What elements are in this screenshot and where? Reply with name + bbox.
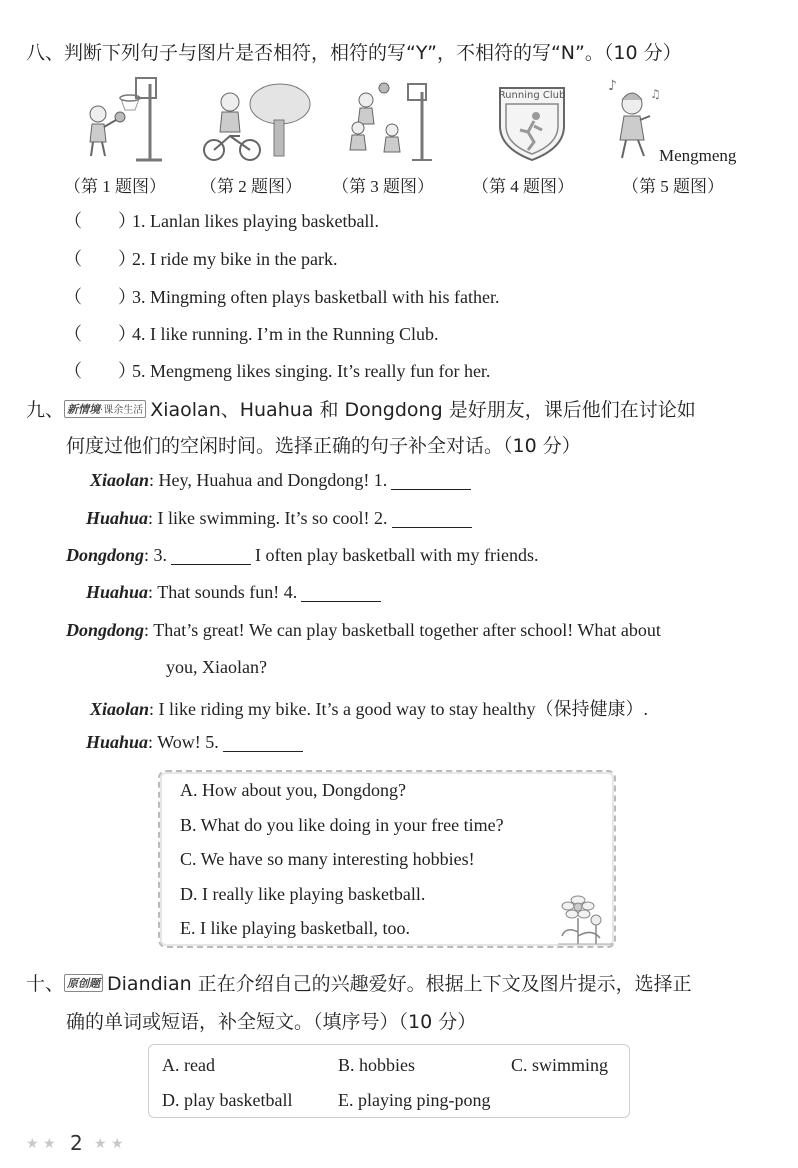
caption-picture-4: （第 4 题图） [472, 177, 574, 196]
section-8-heading: 八、判断下列句子与图片是否相符，相符的写“Y”，不相符的写“N”。（10 分） [26, 42, 682, 64]
original-question-tag: 原创题 [64, 974, 103, 992]
judgment-item-2 [64, 245, 337, 271]
caption-picture-1: （第 1 题图） [64, 177, 166, 196]
judgment-item-3 [64, 283, 499, 309]
item-text: 4. I like running. I’m in the Running Club. [132, 324, 439, 344]
option-c: C. We have so many interesting hobbies! [180, 849, 475, 869]
section-9-heading [26, 395, 696, 422]
answer-blank-4[interactable] [301, 583, 381, 602]
judgment-item-4 [64, 320, 438, 346]
word-d: D. play basketball [162, 1090, 293, 1110]
judgment-item-5 [64, 357, 490, 383]
answer-blank-2[interactable] [392, 509, 472, 528]
option-d: D. I really like playing basketball. [180, 884, 426, 904]
speaker-name: Xiaolan [90, 699, 150, 719]
kids-basketball-illustration [344, 78, 434, 164]
dialogue-line-7: Huahua: Wow! 5. [86, 732, 303, 753]
caption-picture-5: （第 5 题图） [622, 177, 724, 196]
footer-stars-right: ★ ★ [94, 1136, 124, 1152]
mengmeng-singing-illustration [604, 76, 666, 162]
judgment-item-1 [64, 207, 379, 233]
speaker-name: Huahua [86, 732, 149, 752]
mengmeng-label: Mengmeng [659, 146, 737, 165]
word-e: E. playing ping-pong [338, 1090, 491, 1110]
option-b: B. What do you like doing in your free time? [180, 815, 504, 835]
answer-paren[interactable]: （ ） [64, 361, 136, 381]
dialogue-line-6: Xiaolan: I like riding my bike. It’s a good way to stay healthy（保持健康）. [90, 699, 648, 719]
flower-decoration [556, 892, 616, 948]
dialogue-line-3: Dongdong: 3. I often play basketball with my friends. [66, 545, 539, 565]
section-number: 九、 [26, 399, 65, 421]
page-number: 2 [70, 1131, 83, 1155]
basketball-girl-illustration [78, 72, 168, 164]
section-9-heading-cont: 何度过他们的空闲时间。选择正确的句子补全对话。（10 分） [66, 435, 581, 457]
item-text: 2. I ride my bike in the park. [132, 249, 338, 269]
bike-park-illustration [200, 80, 312, 164]
answer-paren[interactable]: （ ） [64, 211, 136, 231]
item-text: 5. Mengmeng likes singing. It’s really fun for her. [132, 361, 491, 381]
word-a: A. read [162, 1055, 215, 1075]
caption-picture-2: （第 2 题图） [200, 177, 302, 196]
answer-blank-1[interactable] [391, 471, 471, 490]
answer-blank-5[interactable] [223, 733, 303, 752]
answer-paren[interactable]: （ ） [64, 287, 136, 307]
heading-text: Xiaolan、Huahua 和 Dongdong 是好朋友，课后他们在讨论如 [150, 399, 696, 421]
running-club-label: Running Club [498, 90, 566, 101]
item-text: 3. Mingming often plays basketball with his father. [132, 287, 500, 307]
section-10-heading [26, 969, 692, 996]
speaker-name: Dongdong [66, 545, 145, 565]
scenario-tag: 新情境·课余生活 [64, 400, 146, 418]
speaker-name: Huahua [86, 508, 149, 528]
svg-text:♪: ♪ [608, 78, 617, 94]
answer-paren[interactable]: （ ） [64, 324, 136, 344]
item-text: 1. Lanlan likes playing basketball. [132, 211, 379, 231]
word-c: C. swimming [511, 1055, 609, 1075]
dialogue-line-2: Huahua: I like swimming. It’s so cool! 2. [86, 508, 472, 529]
option-e: E. I like playing basketball, too. [180, 918, 410, 938]
caption-picture-3: （第 3 题图） [332, 177, 434, 196]
answer-blank-3[interactable] [171, 546, 251, 565]
section-number: 十、 [26, 973, 65, 995]
dialogue-line-1: Xiaolan: Hey, Huahua and Dongdong! 1. [90, 470, 471, 491]
svg-text:♫: ♫ [650, 87, 661, 101]
dialogue-line-4: Huahua: That sounds fun! 4. [86, 582, 381, 603]
footer-stars-left: ★ ★ [26, 1136, 56, 1152]
dialogue-line-5-cont: you, Xiaolan? [166, 657, 267, 677]
dialogue-line-5: Dongdong: That’s great! We can play basketball together after school! What about [66, 620, 661, 640]
speaker-name: Xiaolan [90, 470, 150, 490]
speaker-name: Dongdong [66, 620, 145, 640]
word-b: B. hobbies [338, 1055, 416, 1075]
option-a: A. How about you, Dongdong? [180, 780, 406, 800]
speaker-name: Huahua [86, 582, 149, 602]
answer-paren[interactable]: （ ） [64, 249, 136, 269]
section-10-heading-cont: 确的单词或短语，补全短文。（填序号）（10 分） [66, 1011, 477, 1033]
heading-text: Diandian 正在介绍自己的兴趣爱好。根据上下文及图片提示，选择正 [107, 973, 692, 995]
